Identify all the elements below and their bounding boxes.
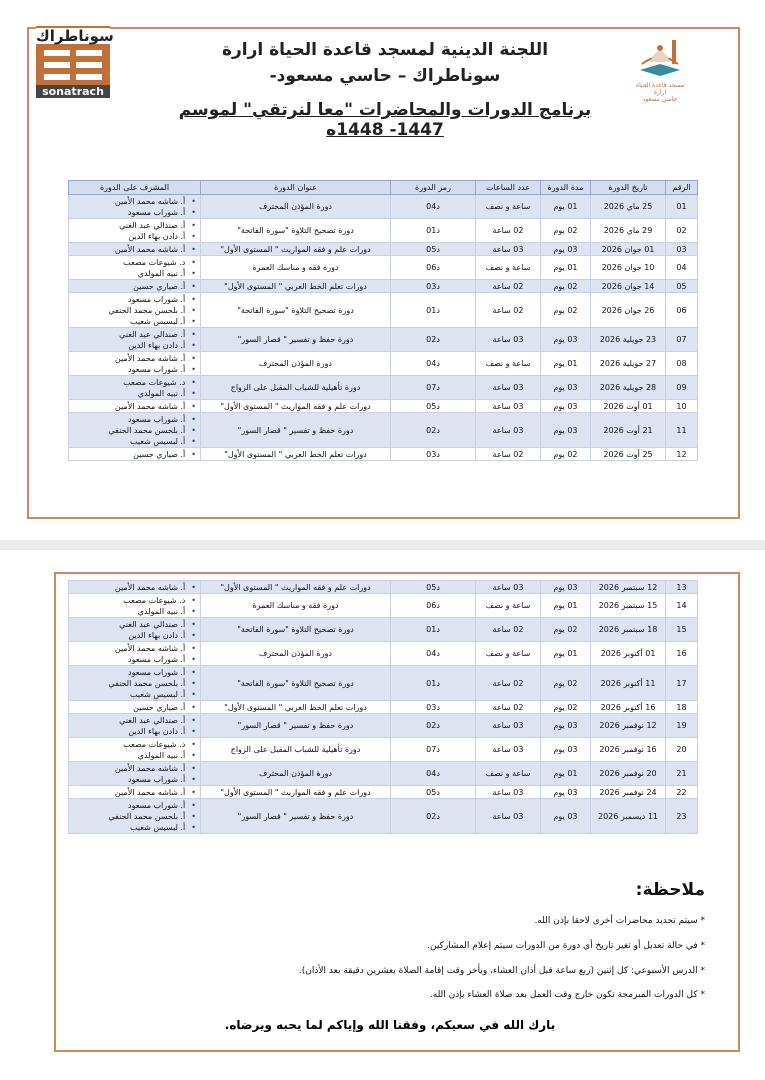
supervisor-name: • أ. شاشه محمد الأمين bbox=[71, 196, 196, 207]
cell-title: دورة تصحيح التلاوة "سورة الفاتحة" bbox=[201, 618, 391, 642]
table-row bbox=[69, 280, 698, 293]
cell-date: 25 أوت 2026 bbox=[591, 448, 666, 461]
cell-date: 16 أكتوبر 2026 bbox=[591, 701, 666, 714]
cell-hours: 02 ساعة bbox=[476, 448, 541, 461]
cell-date: 12 نوفمبر 2026 bbox=[591, 714, 666, 738]
cell-date: 20 نوفمبر 2026 bbox=[591, 762, 666, 786]
supervisor-name: • أ. نبيه المولدي bbox=[71, 268, 196, 279]
cell-hours: ساعة و نصف bbox=[476, 594, 541, 618]
table-row bbox=[69, 701, 698, 714]
table-row bbox=[69, 594, 698, 618]
cell-supervisors bbox=[69, 701, 201, 714]
cell-title: دورة تصحيح التلاوة "سورة الفاتحة" bbox=[201, 293, 391, 328]
cell-date: 24 نوفمبر 2026 bbox=[591, 786, 666, 799]
supervisor-name: • أ. شوراب مسعود bbox=[71, 364, 196, 375]
cell-num: 10 bbox=[666, 400, 698, 413]
table-row bbox=[69, 799, 698, 834]
note-item: * في حالة تعديل أو تغير تاريخ أي دورة من الدورات سيتم إعلام المشاركين. bbox=[90, 941, 705, 951]
cell-date: 28 جويلية 2026 bbox=[591, 376, 666, 400]
cell-supervisors bbox=[69, 786, 201, 799]
note-item: * سيتم تحديد محاضرات أخرى لاحقا بإذن الله. bbox=[90, 916, 705, 926]
cell-num: 16 bbox=[666, 642, 698, 666]
cell-supervisors bbox=[69, 352, 201, 376]
table-row bbox=[69, 666, 698, 701]
table-row bbox=[69, 352, 698, 376]
cell-duration: 02 يوم bbox=[541, 219, 591, 243]
cell-code: د05 bbox=[391, 786, 476, 799]
cell-hours: 02 ساعة bbox=[476, 618, 541, 642]
cell-date: 01 جوان 2026 bbox=[591, 243, 666, 256]
supervisor-name: • أ. شوراب مسعود bbox=[71, 654, 196, 665]
cell-date: 23 جويلية 2026 bbox=[591, 328, 666, 352]
cell-code: د02 bbox=[391, 328, 476, 352]
cell-title: دورة المؤذن المحترف bbox=[201, 195, 391, 219]
cell-duration: 03 يوم bbox=[541, 799, 591, 834]
table-row bbox=[69, 400, 698, 413]
cell-num: 22 bbox=[666, 786, 698, 799]
table-row bbox=[69, 738, 698, 762]
supervisor-name: • أ. شوراب مسعود bbox=[71, 667, 196, 678]
col-header-duration: مدة الدورة bbox=[541, 181, 591, 195]
cell-title: دورة فقه و مناسك العمرة bbox=[201, 256, 391, 280]
cell-supervisors bbox=[69, 376, 201, 400]
cell-duration: 03 يوم bbox=[541, 714, 591, 738]
cell-hours: 02 ساعة bbox=[476, 219, 541, 243]
sonatrach-logo bbox=[36, 26, 114, 98]
supervisor-name: • أ. شوراب مسعود bbox=[71, 294, 196, 305]
cell-duration: 03 يوم bbox=[541, 581, 591, 594]
cell-date: 26 جوان 2026 bbox=[591, 293, 666, 328]
cell-num: 02 bbox=[666, 219, 698, 243]
cell-duration: 03 يوم bbox=[541, 243, 591, 256]
cell-num: 20 bbox=[666, 738, 698, 762]
cell-code: د04 bbox=[391, 352, 476, 376]
supervisor-name: • أ. نبيه المولدي bbox=[71, 750, 196, 761]
cell-hours: 03 ساعة bbox=[476, 786, 541, 799]
cell-duration: 02 يوم bbox=[541, 293, 591, 328]
cell-supervisors bbox=[69, 581, 201, 594]
cell-hours: 03 ساعة bbox=[476, 376, 541, 400]
table-row bbox=[69, 762, 698, 786]
cell-duration: 03 يوم bbox=[541, 786, 591, 799]
cell-duration: 02 يوم bbox=[541, 666, 591, 701]
cell-date: 01 أوت 2026 bbox=[591, 400, 666, 413]
cell-duration: 03 يوم bbox=[541, 376, 591, 400]
cell-num: 12 bbox=[666, 448, 698, 461]
supervisor-name: • أ. شاشه محمد الأمين bbox=[71, 401, 196, 412]
col-header-code: رمز الدورة bbox=[391, 181, 476, 195]
cell-date: 12 سبتمبر 2026 bbox=[591, 581, 666, 594]
cell-hours: ساعة و نصف bbox=[476, 642, 541, 666]
supervisor-name: • أ. صياري حسين bbox=[71, 702, 196, 713]
supervisor-name: • أ. بلحسن محمد الحنفي bbox=[71, 425, 196, 436]
cell-title: دورة حفظ و تفسير " قصار السور" bbox=[201, 328, 391, 352]
supervisor-name: • أ. شوراب مسعود bbox=[71, 207, 196, 218]
supervisor-name: • أ. لبسيس شعيب bbox=[71, 689, 196, 700]
cell-supervisors bbox=[69, 195, 201, 219]
cell-num: 07 bbox=[666, 328, 698, 352]
cell-duration: 01 يوم bbox=[541, 594, 591, 618]
cell-code: د04 bbox=[391, 195, 476, 219]
cell-date: 18 سبتمبر 2026 bbox=[591, 618, 666, 642]
cell-hours: 03 ساعة bbox=[476, 714, 541, 738]
cell-num: 18 bbox=[666, 701, 698, 714]
cell-hours: 03 ساعة bbox=[476, 413, 541, 448]
cell-hours: ساعة و نصف bbox=[476, 762, 541, 786]
cell-duration: 03 يوم bbox=[541, 413, 591, 448]
cell-title: دورات علم و فقه المواريث " المستوى الأول" bbox=[201, 400, 391, 413]
table-row bbox=[69, 328, 698, 352]
supervisor-name: • أ. لبسيس شعيب bbox=[71, 436, 196, 447]
cell-date: 16 نوفمبر 2026 bbox=[591, 738, 666, 762]
cell-code: د01 bbox=[391, 293, 476, 328]
cell-supervisors bbox=[69, 714, 201, 738]
cell-num: 06 bbox=[666, 293, 698, 328]
supervisor-name: • أ. صياري حسين bbox=[71, 449, 196, 460]
mosque-logo-caption-3: حاسي مسعود bbox=[642, 96, 678, 103]
cell-duration: 02 يوم bbox=[541, 280, 591, 293]
table-row bbox=[69, 293, 698, 328]
cell-code: د07 bbox=[391, 376, 476, 400]
supervisor-name: • أ. شاشه محمد الأمين bbox=[71, 353, 196, 364]
cell-title: دورات علم و فقه المواريث " المستوى الأول" bbox=[201, 786, 391, 799]
table-row bbox=[69, 413, 698, 448]
cell-title: دورة تأهيلية للشباب المقبل على الزواج bbox=[201, 738, 391, 762]
supervisor-name: • د. شيوعات مصعب bbox=[71, 739, 196, 750]
cell-supervisors bbox=[69, 799, 201, 834]
cell-supervisors bbox=[69, 762, 201, 786]
table-header-row bbox=[69, 181, 698, 195]
note-item: * كل الدورات المبرمجة تكون خارج وقت العمل بعد صلاة العشاء بإذن الله. bbox=[90, 990, 705, 1000]
cell-title: دورة حفظ و تفسير " قصار السور" bbox=[201, 413, 391, 448]
cell-code: د05 bbox=[391, 400, 476, 413]
supervisor-name: • أ. صياري حسين bbox=[71, 281, 196, 292]
cell-hours: 03 ساعة bbox=[476, 738, 541, 762]
supervisor-name: • أ. لبسيس شعيب bbox=[71, 316, 196, 327]
supervisor-name: • أ. صندالي عبد الغني bbox=[71, 619, 196, 630]
supervisor-name: • د. شيوعات مصعب bbox=[71, 595, 196, 606]
supervisor-name: • أ. شاشه محمد الأمين bbox=[71, 763, 196, 774]
cell-duration: 03 يوم bbox=[541, 738, 591, 762]
cell-code: د03 bbox=[391, 701, 476, 714]
cell-code: د03 bbox=[391, 448, 476, 461]
cell-supervisors bbox=[69, 293, 201, 328]
cell-date: 29 ماي 2026 bbox=[591, 219, 666, 243]
cell-title: دورات تعلم الخط العربي " المستوى الأول" bbox=[201, 280, 391, 293]
table-row bbox=[69, 448, 698, 461]
supervisor-name: • أ. بلحسن محمد الحنفي bbox=[71, 678, 196, 689]
cell-hours: 03 ساعة bbox=[476, 799, 541, 834]
col-header-supervisor: المشرف على الدورة bbox=[69, 181, 201, 195]
supervisor-name: • أ. لبسيس شعيب bbox=[71, 822, 196, 833]
cell-supervisors bbox=[69, 400, 201, 413]
cell-supervisors bbox=[69, 666, 201, 701]
cell-code: د01 bbox=[391, 618, 476, 642]
notes-title: ملاحظة: bbox=[635, 880, 705, 900]
committee-title: اللجنة الدينية لمسجد قاعدة الحياة ارارة bbox=[221, 40, 549, 60]
schedule-table-continued bbox=[68, 580, 698, 834]
cell-code: د02 bbox=[391, 714, 476, 738]
mosque-logo-caption-1: مسجد قاعدة الحياة bbox=[635, 82, 685, 89]
cell-duration: 01 يوم bbox=[541, 195, 591, 219]
cell-title: دورة تصحيح التلاوة "سورة الفاتحة" bbox=[201, 219, 391, 243]
table-row bbox=[69, 243, 698, 256]
table-row bbox=[69, 581, 698, 594]
cell-supervisors bbox=[69, 243, 201, 256]
sonatrach-logo-arabic: سوناطراك bbox=[36, 27, 114, 45]
cell-title: دورات تعلم الخط العربي " المستوى الأول" bbox=[201, 701, 391, 714]
cell-title: دورة المؤذن المحترف bbox=[201, 642, 391, 666]
cell-code: د01 bbox=[391, 219, 476, 243]
cell-num: 23 bbox=[666, 799, 698, 834]
cell-num: 04 bbox=[666, 256, 698, 280]
company-site: سوناطراك – حاسي مسعود- bbox=[269, 66, 501, 86]
cell-supervisors bbox=[69, 280, 201, 293]
cell-supervisors bbox=[69, 618, 201, 642]
table-row bbox=[69, 219, 698, 243]
cell-date: 25 ماي 2026 bbox=[591, 195, 666, 219]
cell-duration: 01 يوم bbox=[541, 762, 591, 786]
cell-title: دورات علم و فقه المواريث " المستوى الأول" bbox=[201, 581, 391, 594]
cell-code: د05 bbox=[391, 581, 476, 594]
cell-num: 11 bbox=[666, 413, 698, 448]
cell-duration: 03 يوم bbox=[541, 328, 591, 352]
cell-hours: 03 ساعة bbox=[476, 400, 541, 413]
cell-hours: 02 ساعة bbox=[476, 666, 541, 701]
cell-duration: 01 يوم bbox=[541, 256, 591, 280]
supervisor-name: • د. شيوعات مصعب bbox=[71, 377, 196, 388]
supervisor-name: • أ. شاشه محمد الأمين bbox=[71, 787, 196, 798]
cell-duration: 02 يوم bbox=[541, 701, 591, 714]
cell-supervisors bbox=[69, 328, 201, 352]
cell-num: 15 bbox=[666, 618, 698, 642]
cell-num: 14 bbox=[666, 594, 698, 618]
cell-date: 14 جوان 2026 bbox=[591, 280, 666, 293]
cell-supervisors bbox=[69, 448, 201, 461]
cell-code: د04 bbox=[391, 762, 476, 786]
cell-num: 13 bbox=[666, 581, 698, 594]
supervisor-name: • أ. بلحسن محمد الحنفي bbox=[71, 811, 196, 822]
table-row bbox=[69, 256, 698, 280]
cell-title: دورة حفظ و تفسير " قصار السور" bbox=[201, 799, 391, 834]
col-header-num: الرقم bbox=[666, 181, 698, 195]
cell-hours: 03 ساعة bbox=[476, 581, 541, 594]
table-row bbox=[69, 376, 698, 400]
supervisor-name: • أ. صندالي عبد الغني bbox=[71, 329, 196, 340]
supervisor-name: • أ. صندالي عبد الغني bbox=[71, 220, 196, 231]
supervisor-name: • أ. شوراب مسعود bbox=[71, 774, 196, 785]
cell-supervisors bbox=[69, 642, 201, 666]
table-row bbox=[69, 195, 698, 219]
cell-title: دورة المؤذن المحترف bbox=[201, 762, 391, 786]
supervisor-name: • أ. شوراب مسعود bbox=[71, 414, 196, 425]
sonatrach-logo-icon bbox=[44, 48, 102, 84]
table-row bbox=[69, 618, 698, 642]
cell-date: 11 أكتوبر 2026 bbox=[591, 666, 666, 701]
cell-duration: 01 يوم bbox=[541, 642, 591, 666]
cell-date: 01 أكتوبر 2026 bbox=[591, 642, 666, 666]
cell-code: د06 bbox=[391, 594, 476, 618]
supervisor-name: • أ. شاشه محمد الأمين bbox=[71, 643, 196, 654]
col-header-date: تاريخ الدورة bbox=[591, 181, 666, 195]
cell-date: 10 جوان 2026 bbox=[591, 256, 666, 280]
cell-hours: 03 ساعة bbox=[476, 328, 541, 352]
cell-num: 01 bbox=[666, 195, 698, 219]
cell-supervisors bbox=[69, 256, 201, 280]
cell-date: 27 جويلية 2026 bbox=[591, 352, 666, 376]
cell-supervisors bbox=[69, 738, 201, 762]
table-row bbox=[69, 714, 698, 738]
schedule-table bbox=[68, 180, 698, 461]
supervisor-name: • أ. دادن بهاء الدين bbox=[71, 231, 196, 242]
cell-hours: 02 ساعة bbox=[476, 293, 541, 328]
supervisor-name: • أ. شاشه محمد الأمين bbox=[71, 582, 196, 593]
cell-title: دورة حفظ و تفسير " قصار السور" bbox=[201, 714, 391, 738]
program-title: برنامج الدورات والمحاضرات "معا لنرتقي" لموسم 1447- 1448ه bbox=[178, 100, 592, 140]
sonatrach-logo-latin: sonatrach bbox=[36, 85, 110, 98]
cell-num: 09 bbox=[666, 376, 698, 400]
note-item: * الدرس الأسبوعي: كل إثنين (ربع ساعة قبل أذان العشاء، ويأخر وقت إقامة الصلاة بعشرين دقيقة بعد الأذان). bbox=[90, 966, 705, 976]
cell-date: 15 سبتمبر 2026 bbox=[591, 594, 666, 618]
cell-code: د02 bbox=[391, 799, 476, 834]
cell-title: دورة تأهيلية للشباب المقبل على الزواج bbox=[201, 376, 391, 400]
table-row bbox=[69, 642, 698, 666]
cell-code: د06 bbox=[391, 256, 476, 280]
cell-code: د03 bbox=[391, 280, 476, 293]
mosque-logo bbox=[620, 20, 700, 103]
cell-hours: ساعة و نصف bbox=[476, 352, 541, 376]
supervisor-name: • أ. نبيه المولدي bbox=[71, 606, 196, 617]
closing-blessing: بارك الله في سعيكم، وفقنا الله وإياكم لما يحبه ويرضاه. bbox=[224, 1018, 556, 1032]
cell-duration: 02 يوم bbox=[541, 448, 591, 461]
supervisor-name: • أ. نبيه المولدي bbox=[71, 388, 196, 399]
cell-title: دورة تصحيح التلاوة "سورة الفاتحة" bbox=[201, 666, 391, 701]
supervisor-name: • أ. بلحسن محمد الحنفي bbox=[71, 305, 196, 316]
cell-supervisors bbox=[69, 219, 201, 243]
cell-hours: 02 ساعة bbox=[476, 701, 541, 714]
supervisor-name: • أ. صندالي عبد الغني bbox=[71, 715, 196, 726]
cell-duration: 01 يوم bbox=[541, 352, 591, 376]
supervisor-name: • أ. دادن بهاء الدين bbox=[71, 726, 196, 737]
cell-num: 17 bbox=[666, 666, 698, 701]
cell-num: 08 bbox=[666, 352, 698, 376]
cell-num: 05 bbox=[666, 280, 698, 293]
cell-hours: ساعة و نصف bbox=[476, 195, 541, 219]
cell-code: د07 bbox=[391, 738, 476, 762]
table-row bbox=[69, 786, 698, 799]
cell-supervisors bbox=[69, 594, 201, 618]
cell-hours: 02 ساعة bbox=[476, 280, 541, 293]
cell-num: 19 bbox=[666, 714, 698, 738]
cell-date: 11 ديسمبر 2026 bbox=[591, 799, 666, 834]
cell-hours: 03 ساعة bbox=[476, 243, 541, 256]
cell-date: 21 أوت 2026 bbox=[591, 413, 666, 448]
col-header-hours: عدد الساعات bbox=[476, 181, 541, 195]
page-2 bbox=[0, 550, 765, 1080]
cell-code: د01 bbox=[391, 666, 476, 701]
cell-duration: 02 يوم bbox=[541, 618, 591, 642]
mosque-logo-icon bbox=[620, 20, 700, 82]
mosque-logo-caption-2: ارارة bbox=[653, 89, 667, 96]
supervisor-name: • أ. شاشه محمد الأمين bbox=[71, 244, 196, 255]
supervisor-name: • أ. شوراب مسعود bbox=[71, 800, 196, 811]
supervisor-name: • د. شيوعات مصعب bbox=[71, 257, 196, 268]
cell-title: دورات علم و فقه المواريث " المستوى الأول" bbox=[201, 243, 391, 256]
cell-code: د04 bbox=[391, 642, 476, 666]
cell-num: 21 bbox=[666, 762, 698, 786]
supervisor-name: • أ. دادن بهاء الدين bbox=[71, 630, 196, 641]
cell-supervisors bbox=[69, 413, 201, 448]
supervisor-name: • أ. دادن بهاء الدين bbox=[71, 340, 196, 351]
cell-title: دورة فقه و مناسك العمرة bbox=[201, 594, 391, 618]
cell-code: د02 bbox=[391, 413, 476, 448]
cell-title: دورات تعلم الخط العربي " المستوى الأول" bbox=[201, 448, 391, 461]
cell-hours: ساعة و نصف bbox=[476, 256, 541, 280]
cell-code: د05 bbox=[391, 243, 476, 256]
cell-num: 03 bbox=[666, 243, 698, 256]
col-header-title: عنوان الدورة bbox=[201, 181, 391, 195]
cell-duration: 03 يوم bbox=[541, 400, 591, 413]
cell-title: دورة المؤذن المحترف bbox=[201, 352, 391, 376]
